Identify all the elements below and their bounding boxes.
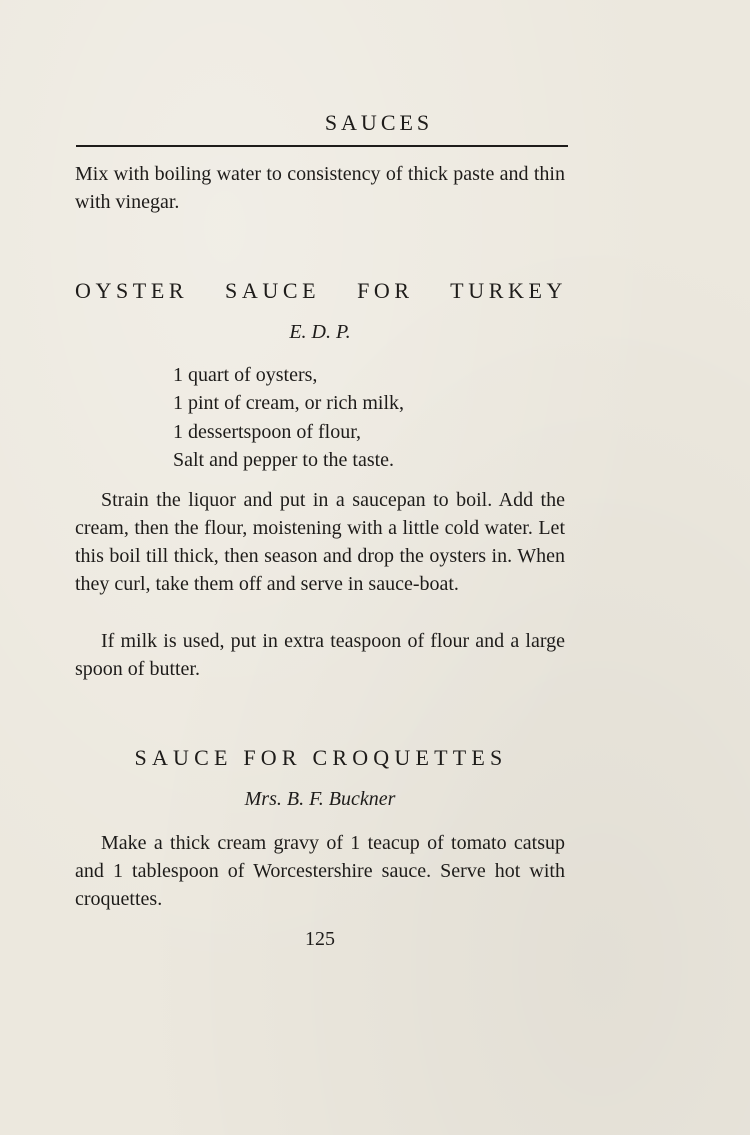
recipe-author-croquette-sauce: Mrs. B. F. Buckner xyxy=(244,788,396,810)
running-head: SAUCES xyxy=(324,110,434,135)
recipe-title-oyster-sauce: OYSTER SAUCE FOR TURKEY xyxy=(75,278,567,303)
ingredient-item: Salt and pepper to the taste. xyxy=(173,448,395,471)
header-rule xyxy=(76,145,568,147)
ingredient-list xyxy=(173,361,404,474)
recipe-author-oyster-sauce: E. D. P. xyxy=(289,321,351,343)
croquette-sauce-directions: Make a thick cream gravy of 1 teacup of tomato catsup and 1 tablespoon of Worcestershire sauce. Serve hot with croquettes. xyxy=(75,832,565,910)
ingredient-item: 1 quart of oysters, xyxy=(173,364,318,386)
recipe-title-croquette-sauce: SAUCE FOR CROQUETTES xyxy=(134,745,508,770)
intro-paragraph: Mix with boiling water to consistency of thick paste and thin with vinegar. xyxy=(75,163,565,213)
ingredient-item: 1 dessertspoon of flour, xyxy=(173,420,362,443)
ingredient-item: 1 pint of cream, or rich milk, xyxy=(173,392,405,415)
page-number: 125 xyxy=(305,928,335,950)
oyster-sauce-directions: Strain the liquor and put in a saucepan to boil. Add the cream, then the flour, moistening with a little cold water. Let this boil till thick, then season and drop the oysters in. When they curl, take them off and serve in sauce-boat. xyxy=(75,489,565,595)
oyster-sauce-note: If milk is used, put in extra teaspoon of flour and a large spoon of butter. xyxy=(75,630,565,680)
